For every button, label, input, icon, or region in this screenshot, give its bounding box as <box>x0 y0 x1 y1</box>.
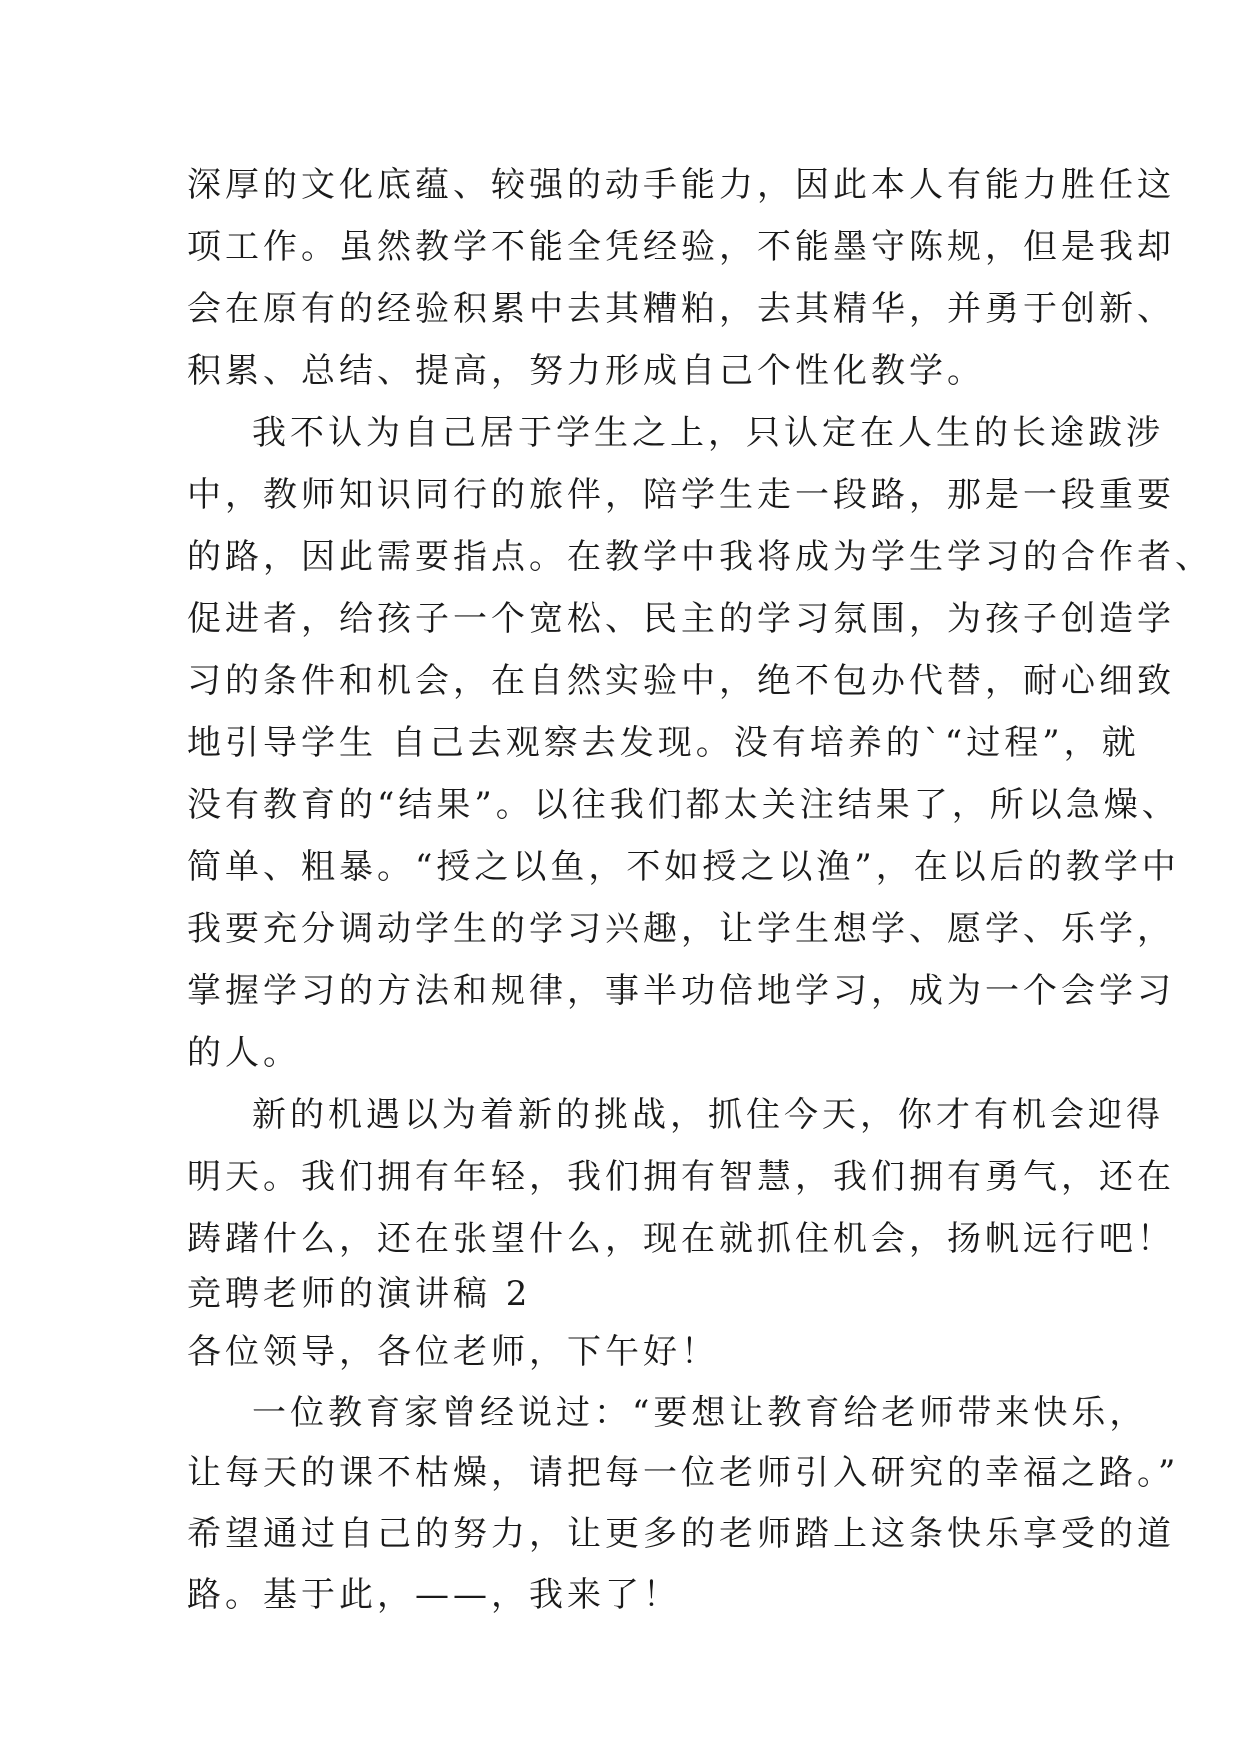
greeting-line: 各位领导，各位老师，下午好！ <box>187 1332 719 1372</box>
text-line: 一位教育家曾经说过：“要想让教育给老师带来快乐， <box>252 1393 1148 1433</box>
text-line: 踌躇什么，还在张望什么，现在就抓住机会，扬帆远行吧！ <box>187 1219 1175 1259</box>
text-line: 地引导学生 自己去观察去发现。没有培养的`“过程”，就 <box>187 723 1140 763</box>
text-line: 积累、总结、提高，努力形成自己个性化教学。 <box>187 351 985 391</box>
text-line: 的人。 <box>187 1033 301 1073</box>
text-line: 项工作。虽然教学不能全凭经验，不能墨守陈规，但是我却 <box>187 227 1175 267</box>
text-line: 掌握学习的方法和规律，事半功倍地学习，成为一个会学习 <box>187 971 1175 1011</box>
text-line: 路。基于此，——，我来了！ <box>187 1575 681 1615</box>
text-line: 会在原有的经验积累中去其糟粕，去其精华，并勇于创新、 <box>187 289 1175 329</box>
text-line: 中，教师知识同行的旅伴，陪学生走一段路，那是一段重要 <box>187 475 1175 515</box>
text-line: 的路，因此需要指点。在教学中我将成为学生学习的合作者、 <box>187 537 1213 577</box>
text-line: 希望通过自己的努力，让更多的老师踏上这条快乐享受的道 <box>187 1514 1175 1554</box>
text-line: 简单、粗暴。“授之以鱼，不如授之以渔”，在以后的教学中 <box>187 847 1180 887</box>
text-line: 深厚的文化底蕴、较强的动手能力，因此本人有能力胜任这 <box>187 165 1175 205</box>
text-line: 新的机遇以为着新的挑战，抓住今天，你才有机会迎得 <box>252 1095 1164 1135</box>
text-line: 没有教育的“结果”。以往我们都太关注结果了，所以急燥、 <box>187 785 1180 825</box>
text-line: 让每天的课不枯燥，请把每一位老师引入研究的幸福之路。” <box>187 1453 1180 1493</box>
text-line: 促进者，给孩子一个宽松、民主的学习氛围，为孩子创造学 <box>187 599 1175 639</box>
section-heading: 竞聘老师的演讲稿 2 <box>187 1274 532 1314</box>
text-line: 我不认为自己居于学生之上，只认定在人生的长途跋涉 <box>252 413 1164 453</box>
text-line: 明天。我们拥有年轻，我们拥有智慧，我们拥有勇气，还在 <box>187 1157 1175 1197</box>
text-line: 习的条件和机会，在自然实验中，绝不包办代替，耐心细致 <box>187 661 1175 701</box>
text-line: 我要充分调动学生的学习兴趣，让学生想学、愿学、乐学， <box>187 909 1175 949</box>
